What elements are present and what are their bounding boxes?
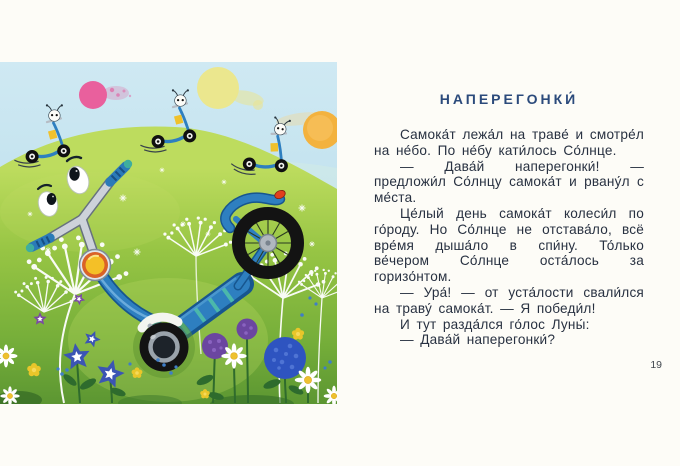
story-paragraph: — Дава́й наперегонки́?: [400, 332, 556, 348]
headlight: [80, 250, 111, 281]
story-paragraph: Це́лый день самока́т колеси́л по го́роду. Но Со́лнце не отстава́ло, всё вре́мя дыша́ло в спи́ну. То́лько ве́чером Со́лнце оста́лось за горизо́нтом.: [374, 205, 644, 285]
page-number: 19: [650, 359, 662, 371]
story-paragraph: И тут разда́лся го́лос Луны́:: [400, 316, 590, 332]
illustration-scooter-on-hill: [0, 62, 337, 404]
story-paragraph: — Дава́й наперегонки́! — предложи́л Со́лнцу самока́т и рвану́л с ме́ста.: [374, 158, 644, 206]
story-paragraph: Самока́т лежа́л на траве́ и смотре́л на не́бо. По не́бу кати́лось Со́лнце.: [374, 127, 644, 158]
story-column: [374, 91, 644, 348]
story-title: НАПЕРЕГОНКИ́: [439, 91, 579, 107]
story-paragraph: — Ура́! — от уста́лости свали́лся на траву́ самока́т. — Я победи́л!: [374, 284, 644, 316]
rear-wheel: [239, 214, 298, 273]
front-wheel: [133, 316, 195, 378]
